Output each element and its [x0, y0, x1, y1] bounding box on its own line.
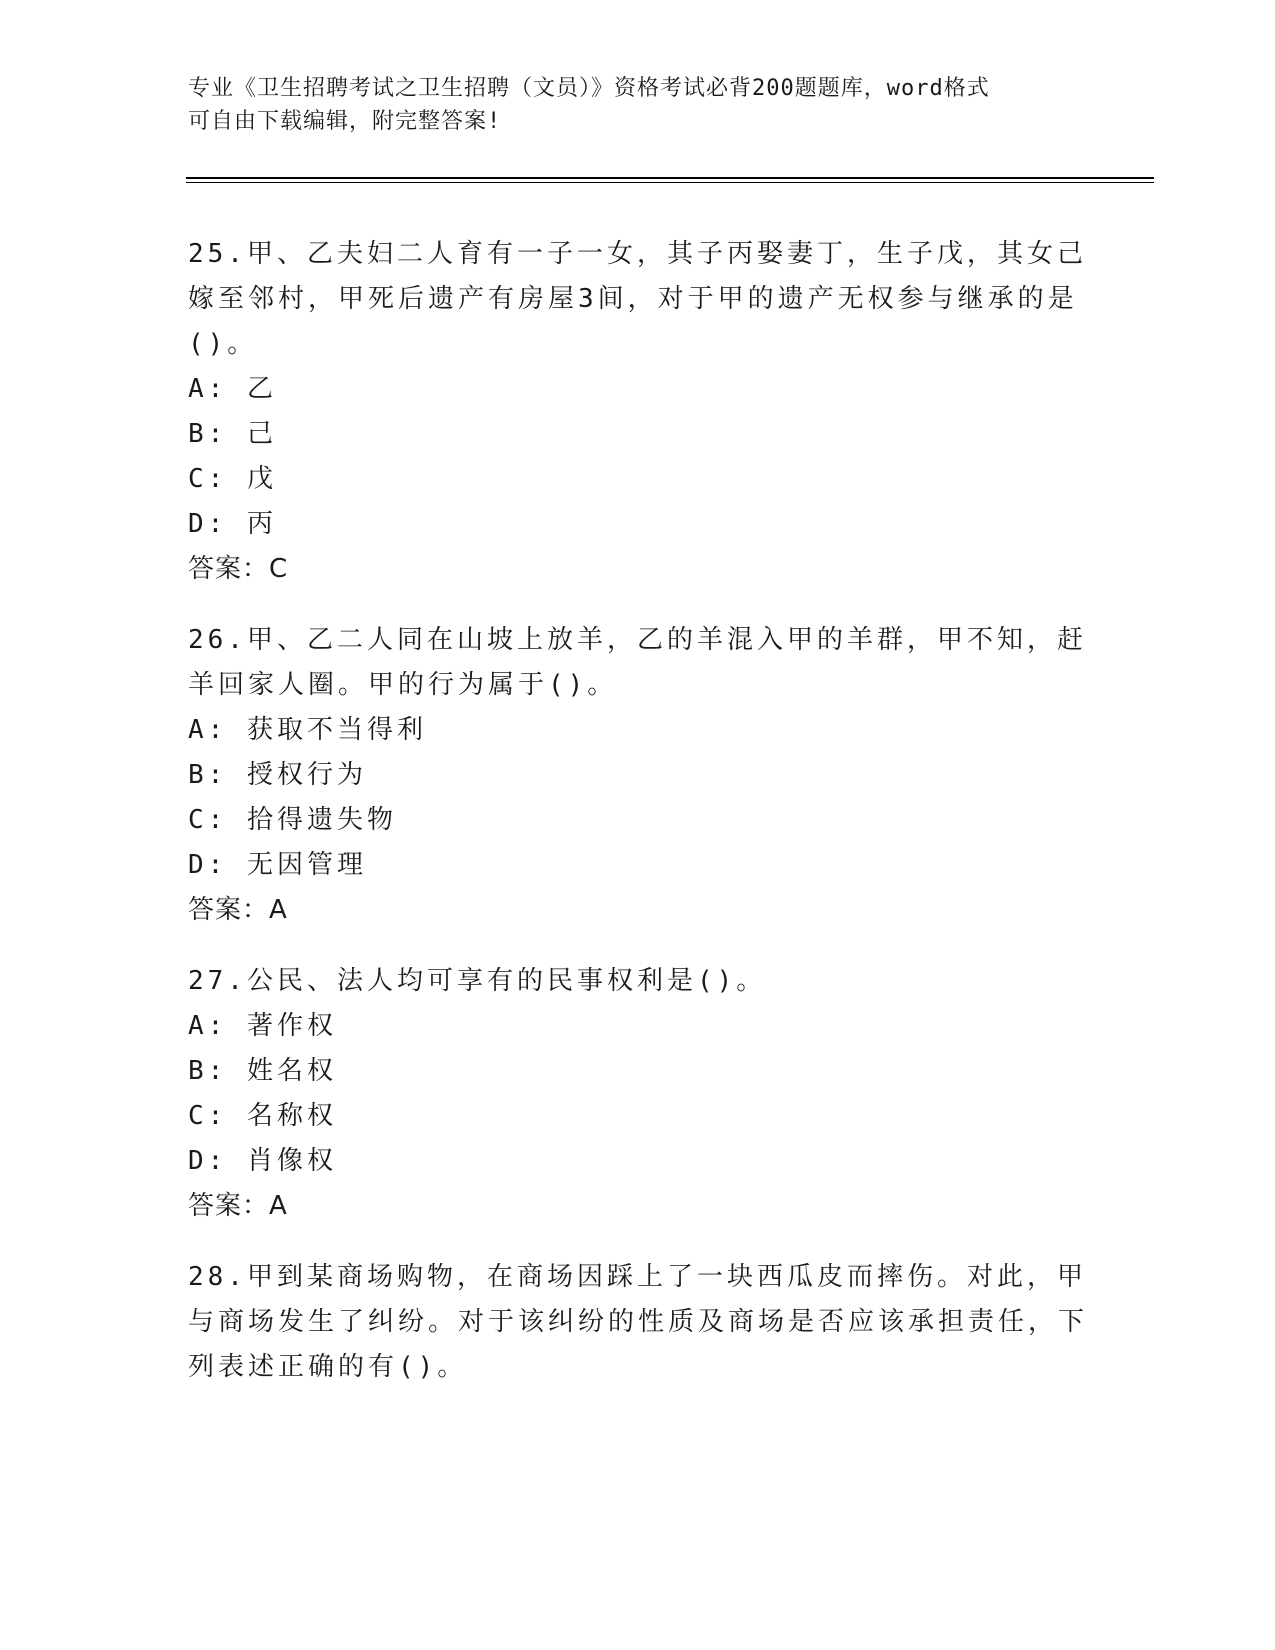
question-text: 28.甲到某商场购物，在商场因踩上了一块西瓜皮而摔伤。对此，甲与商场发生了纠纷。对于该纠纷的性质及商场是否应该承担责任，下列表述正确的有()。 [188, 1262, 1089, 1382]
option-d: D: 无因管理 [188, 850, 367, 880]
option-c: C: 拾得遗失物 [188, 805, 397, 835]
question-27 [188, 959, 1088, 1229]
header-divider-thin [186, 182, 1154, 183]
question-list [188, 232, 1088, 1416]
option-a: A: 获取不当得利 [188, 715, 427, 745]
header-line-1: 专业《卫生招聘考试之卫生招聘（文员）》资格考试必背200题题库，word格式 [188, 76, 990, 101]
option-d: D: 丙 [188, 509, 277, 539]
option-c: C: 名称权 [188, 1101, 337, 1131]
question-text: 25.甲、乙夫妇二人育有一子一女，其子丙娶妻丁，生子戊，其女己嫁至邻村，甲死后遗产有房屋3间，对于甲的遗产无权参与继承的是()。 [188, 239, 1087, 359]
question-text: 27.公民、法人均可享有的民事权利是()。 [188, 966, 767, 996]
question-26 [188, 618, 1088, 933]
option-a: A: 乙 [188, 374, 277, 404]
question-28 [188, 1255, 1088, 1390]
answer-label: 答案：A [188, 895, 288, 925]
option-b: B: 姓名权 [188, 1056, 337, 1086]
option-b: B: 授权行为 [188, 760, 367, 790]
option-b: B: 己 [188, 419, 277, 449]
answer-label: 答案：A [188, 1191, 288, 1221]
option-a: A: 著作权 [188, 1011, 337, 1041]
header-divider-thick [186, 177, 1154, 179]
question-text: 26.甲、乙二人同在山坡上放羊，乙的羊混入甲的羊群，甲不知，赶羊回家人圈。甲的行为属于()。 [188, 625, 1087, 700]
option-d: D: 肖像权 [188, 1146, 337, 1176]
document-header [188, 72, 1088, 138]
option-c: C: 戊 [188, 464, 277, 494]
header-line-2: 可自由下载编辑，附完整答案! [188, 109, 502, 134]
answer-label: 答案：C [188, 554, 289, 584]
question-25 [188, 232, 1088, 592]
